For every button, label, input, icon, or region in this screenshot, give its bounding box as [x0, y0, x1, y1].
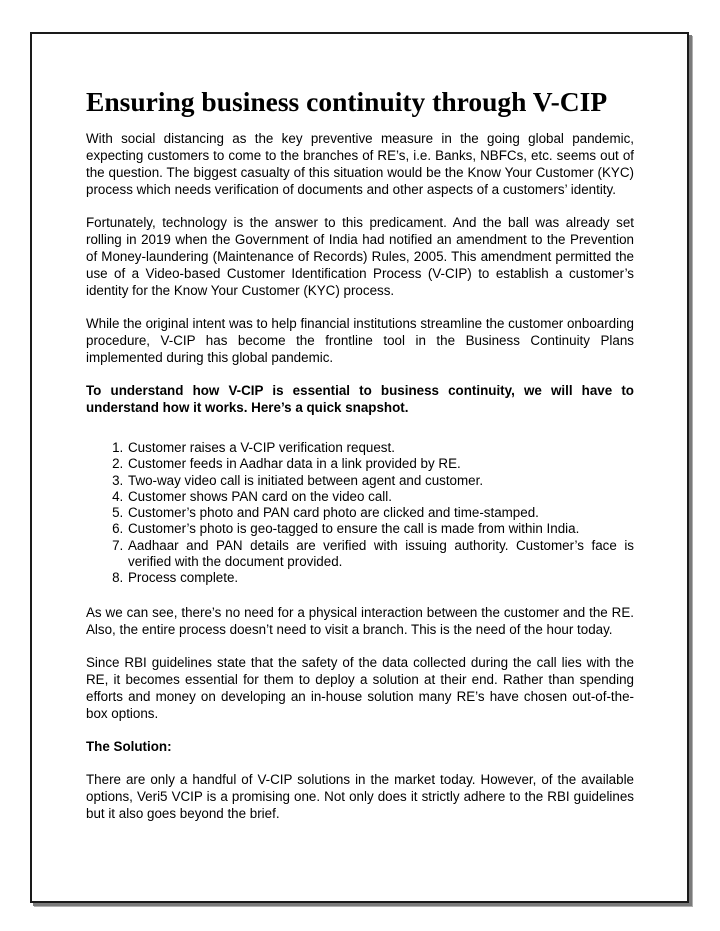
- document-body: [86, 84, 634, 838]
- process-steps-list: [86, 440, 634, 587]
- section-heading-solution: The Solution:: [86, 738, 172, 754]
- list-item: 7. Aadhaar and PAN details are verified with issuing authority. Customer’s face is verified with the document provided.: [127, 538, 634, 571]
- paragraph-intent: While the original intent was to help financial institutions streamline the customer onboarding procedure, V-CIP has become the frontline tool in the Business Continuity Plans implemented during this global pandemic.: [86, 316, 634, 365]
- paragraph-snapshot-lead: To understand how V-CIP is essential to business continuity, we will have to understand how it works. Here’s a quick snapshot.: [86, 383, 634, 415]
- paragraph-no-physical: As we can see, there’s no need for a physical interaction between the customer and the RE. Also, the entire process doesn’t need to visit a branch. This is the need of the hour today.: [86, 604, 634, 637]
- list-item: 6. Customer’s photo is geo-tagged to ensure the call is made from within India.: [127, 521, 634, 537]
- list-item: 1. Customer raises a V-CIP verification request.: [127, 440, 634, 456]
- paragraph-intro: With social distancing as the key preventive measure in the going global pandemic, expecting customers to come to the branches of RE’s, i.e. Banks, NBFCs, etc. seems out of the question. The biggest casualty of this situation would be the Know Your Customer (KYC) process which needs verification of documents and other aspects of a customers’ identity.: [86, 131, 634, 197]
- list-item: 3. Two-way video call is initiated between agent and customer.: [127, 473, 634, 489]
- list-item: 2. Customer feeds in Aadhar data in a link provided by RE.: [127, 456, 634, 472]
- paragraph-rbi-guidelines: Since RBI guidelines state that the safety of the data collected during the call lies with the RE, it becomes essential for them to deploy a solution at their end. Rather than spending efforts and money on developing an in-house solution many RE’s have chosen out-of-the-box options.: [86, 654, 634, 721]
- list-spacer: [86, 428, 634, 440]
- paragraph-solution: There are only a handful of V-CIP solutions in the market today. However, of the available options, Veri5 VCIP is a promising one. Not only does it strictly adhere to the RBI guidelines but it also goes beyond the brief.: [86, 771, 634, 821]
- paragraph-technology: Fortunately, technology is the answer to this predicament. And the ball was already set rolling in 2019 when the Government of India had notified an amendment to the Prevention of Money-laundering (Maintenance of Records) Rules, 2005. This amendment permitted the use of a Video-based Customer Identification Process (V-CIP) to establish a customer’s identity for the Know Your Customer (KYC) process.: [86, 215, 634, 298]
- list-item: 4. Customer shows PAN card on the video call.: [127, 489, 634, 505]
- list-item: 5. Customer’s photo and PAN card photo are clicked and time-stamped.: [127, 505, 634, 521]
- document-title: Ensuring business continuity through V-CIP: [86, 86, 608, 117]
- list-item: 8. Process complete.: [127, 570, 634, 586]
